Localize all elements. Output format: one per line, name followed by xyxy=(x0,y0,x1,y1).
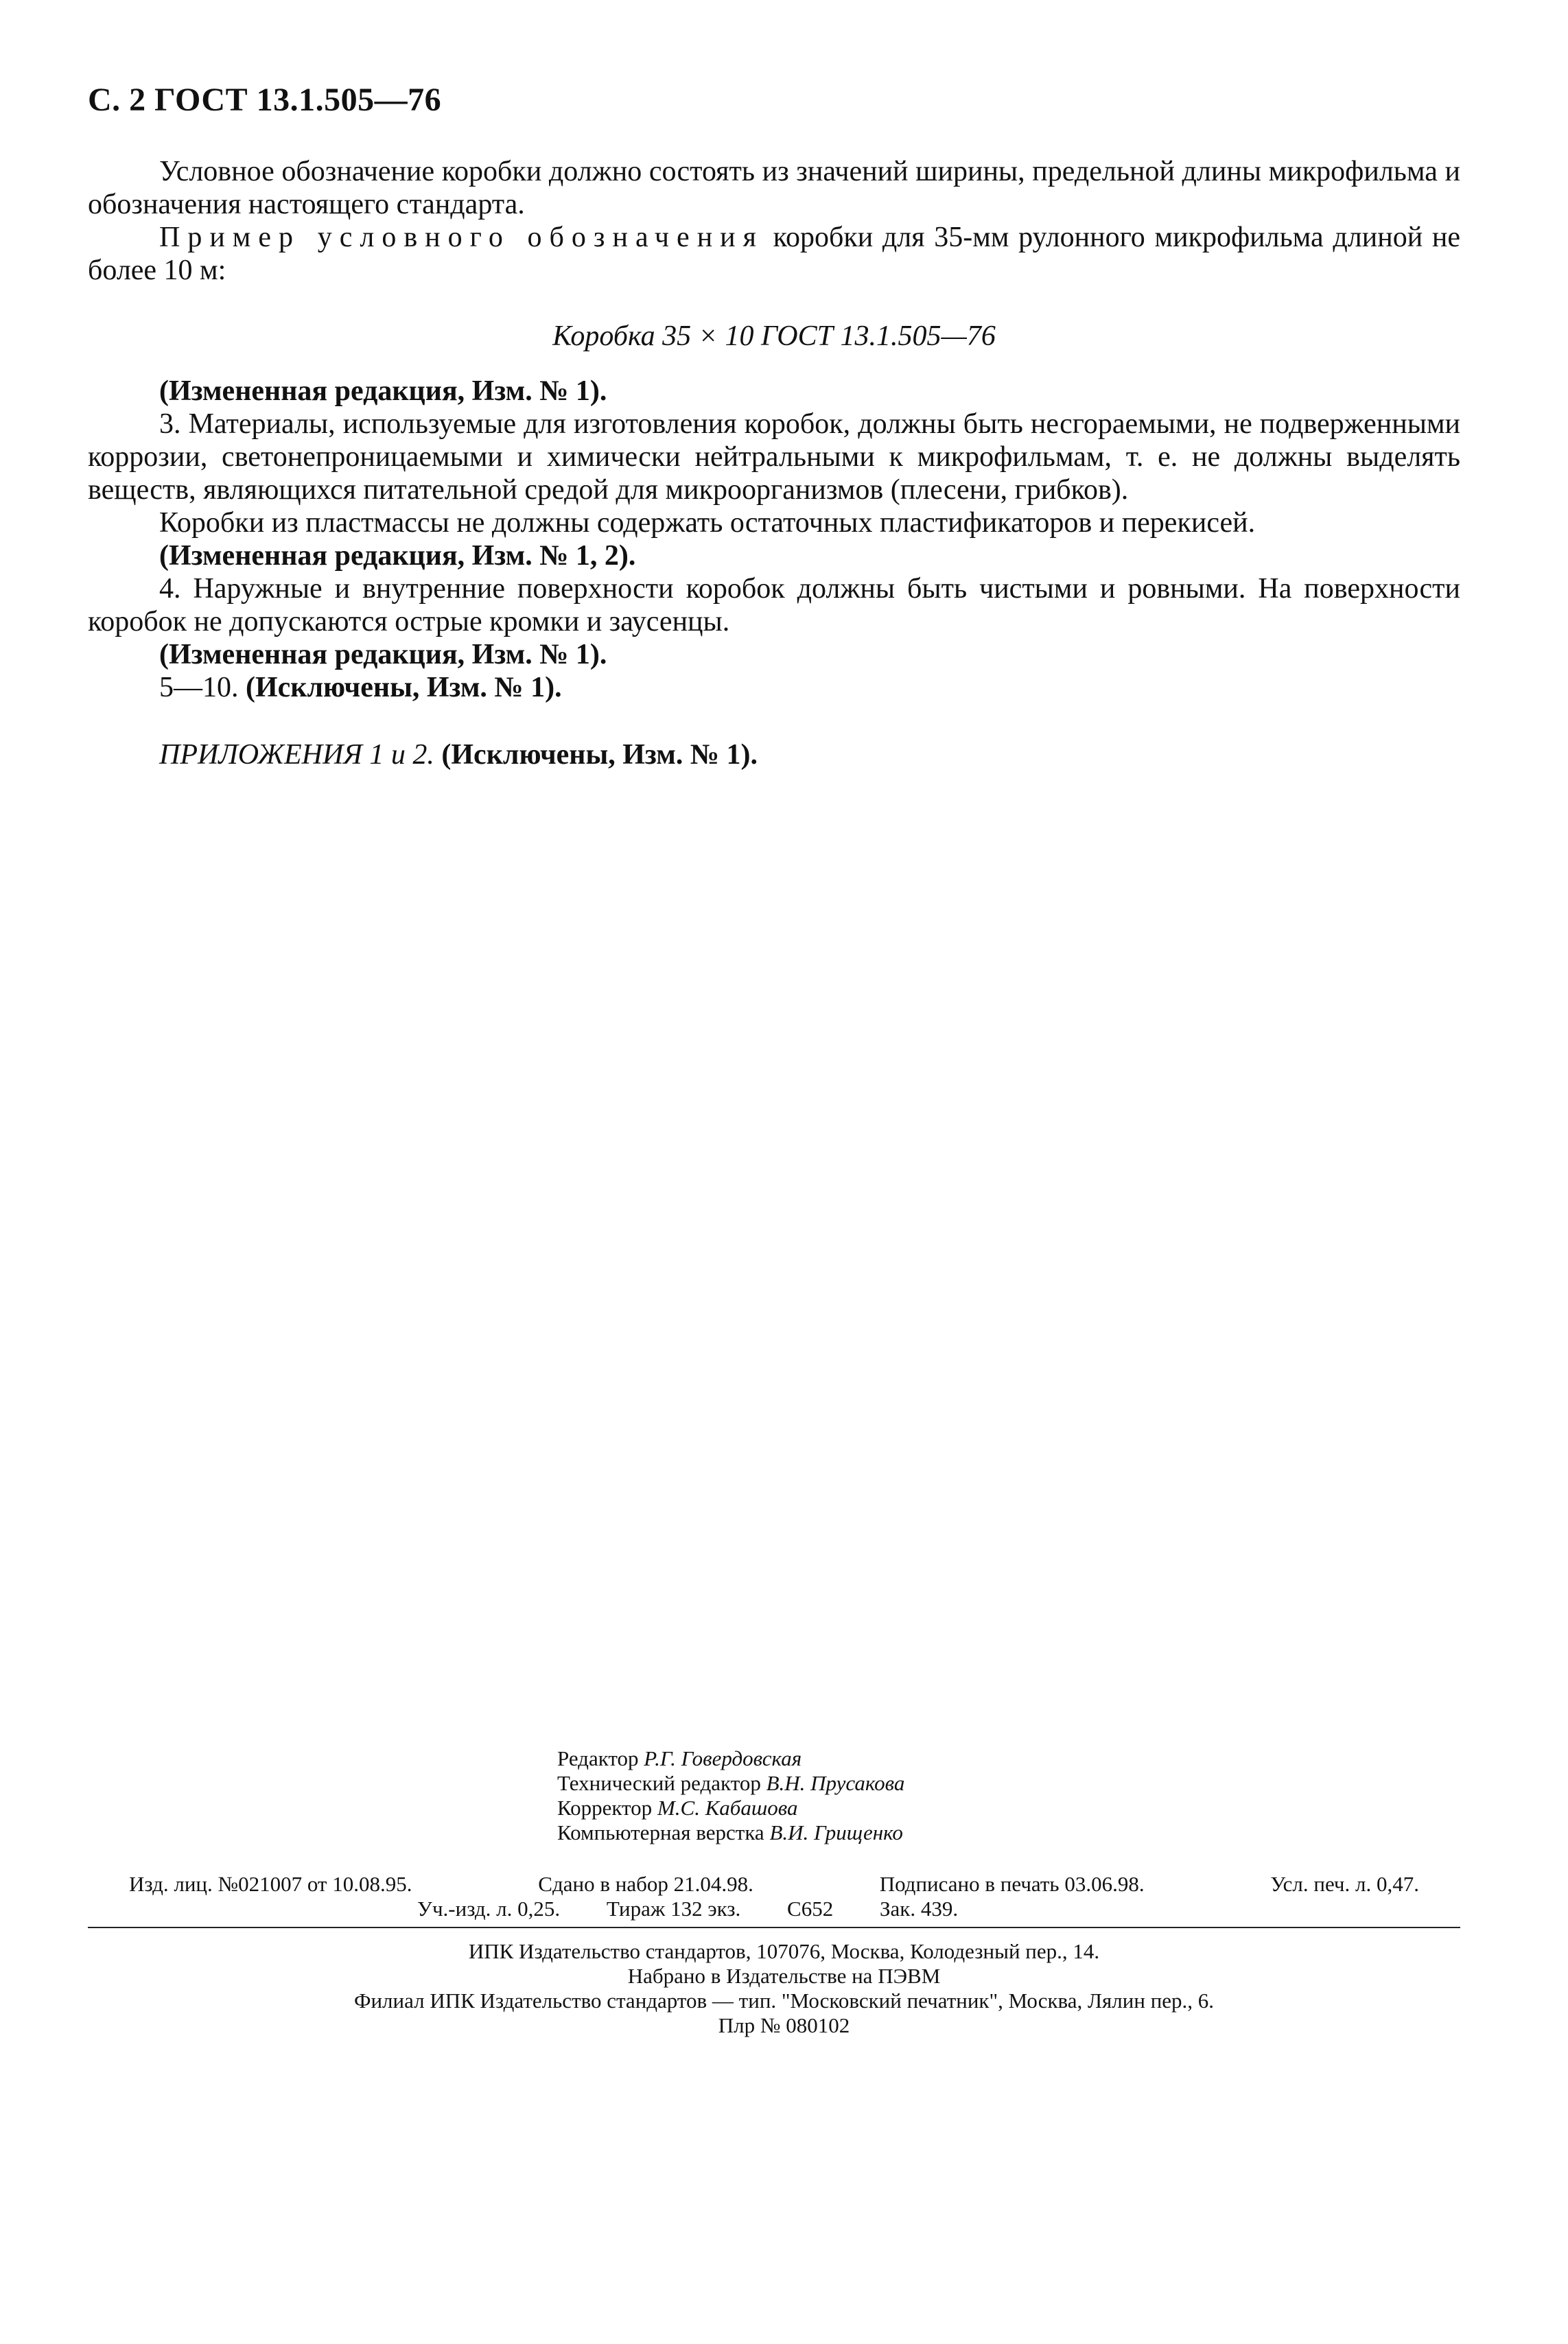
circulation: Тираж 132 экз. xyxy=(606,1897,741,1921)
signed-to-print: Подписано в печать 03.06.98. xyxy=(879,1872,1145,1896)
appendix-note xyxy=(88,738,1460,771)
paragraph-3: 3. Материалы, используемые для изготовления коробок, должны быть несгораемыми, не подверженными коррозии, светонепроницаемыми и химически нейтральными к микрофильмам, т. е. не должны выделять веществ, являющихся питательной средой для микроорганизмов (плесени, грибков). xyxy=(88,408,1460,506)
publisher-line-4: Плр № 080102 xyxy=(718,2013,850,2037)
order-number: Зак. 439. xyxy=(879,1897,959,1921)
edit-note-2: (Измененная редакция, Изм. № 1, 2). xyxy=(159,540,636,572)
publisher-line-2: Набрано в Издательстве на ПЭВМ xyxy=(627,1964,941,1988)
credit-proofreader: Корректор М.С. Кабашова xyxy=(557,1796,798,1820)
paragraph-4: 4. Наружные и внутренние поверхности коробок должны быть чистыми и ровными. На поверхности коробок не допускаются острые кромки и заусенцы. xyxy=(88,573,1460,637)
edit-note-1: (Измененная редакция, Изм. № 1). xyxy=(159,375,607,407)
item-numbers: 5—10. xyxy=(159,672,246,703)
appendix-excluded: (Исключены, Изм. № 1). xyxy=(434,739,758,771)
paragraph-example-intro xyxy=(88,221,1460,287)
license-number: Изд. лиц. №021007 от 10.08.95. xyxy=(129,1872,412,1896)
paragraph-3b: Коробки из пластмассы не должны содержать остаточных пластификаторов и перекисей. xyxy=(159,507,1256,539)
imprint-line-2 xyxy=(417,1897,999,1921)
imprint-line-1 xyxy=(129,1872,1419,1897)
print-sheets: Усл. печ. л. 0,47. xyxy=(1270,1872,1419,1896)
page-header: С. 2 ГОСТ 13.1.505—76 xyxy=(88,82,442,118)
print-code: С652 xyxy=(787,1897,834,1921)
publisher-line-1: ИПК Издательство стандартов, 107076, Москва, Колодезный пер., 14. xyxy=(468,1939,1100,1963)
credit-tech-editor: Технический редактор В.Н. Прусакова xyxy=(557,1771,905,1795)
main-text xyxy=(88,155,1460,771)
publication-sheets: Уч.-изд. л. 0,25. xyxy=(417,1897,561,1921)
excluded-note: (Исключены, Изм. № 1). xyxy=(246,672,562,703)
editorial-credits xyxy=(557,1746,904,1845)
example-label: Пример условного обозначения xyxy=(159,222,764,253)
appendix-label: ПРИЛОЖЕНИЯ 1 и 2. xyxy=(159,739,434,771)
paragraph-designation: Условное обозначение коробки должно состоять из значений ширины, предельной длины микрофильма и обозначения настоящего стандарта. xyxy=(88,156,1460,220)
example-designation: Коробка 35 × 10 ГОСТ 13.1.505—76 xyxy=(552,320,996,352)
publisher-info xyxy=(0,1939,1568,2038)
edit-note-3: (Измененная редакция, Изм. № 1). xyxy=(159,639,607,670)
credit-editor: Редактор Р.Г. Говердовская xyxy=(557,1746,802,1770)
sent-to-typesetting: Сдано в набор 21.04.98. xyxy=(538,1872,753,1896)
publisher-line-3: Филиал ИПК Издательство стандартов — тип. "Московский печатник", Москва, Лялин пер., 6. xyxy=(353,1989,1215,2013)
paragraph-5-10 xyxy=(88,671,1460,704)
separator-line xyxy=(88,1927,1460,1928)
credit-layout: Компьютерная верстка В.И. Грищенко xyxy=(557,1820,903,1844)
example-intro-text: коробки для 35-мм рулонного микрофильма длиной не более 10 м: xyxy=(88,222,1460,286)
